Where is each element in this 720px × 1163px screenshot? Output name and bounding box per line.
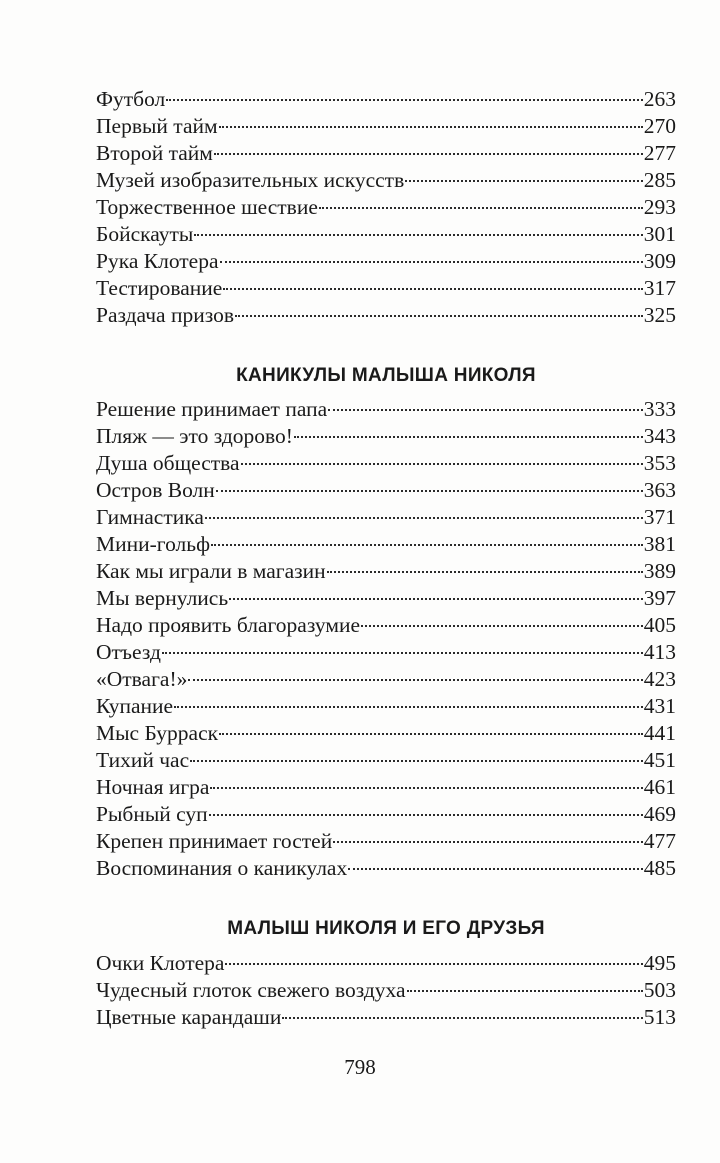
toc-leader-dots xyxy=(216,490,643,492)
toc-leader-dots xyxy=(405,180,643,182)
toc-entry xyxy=(96,423,676,450)
toc-leader-dots xyxy=(327,571,643,573)
toc-entry-page: 441 xyxy=(643,721,676,745)
toc-entry xyxy=(96,477,676,504)
toc-entry-page: 309 xyxy=(643,249,676,273)
toc-entry-page: 343 xyxy=(643,424,676,448)
toc-entry-page: 363 xyxy=(643,478,676,502)
toc-entry-title: Цветные карандаши xyxy=(96,1005,282,1029)
toc-entry xyxy=(96,531,676,558)
toc-entry xyxy=(96,639,676,666)
section-heading-druzya: МАЛЫШ НИКОЛЯ И ЕГО ДРУЗЬЯ xyxy=(227,918,545,939)
toc-entry-title: Купание xyxy=(96,694,174,718)
toc-entry xyxy=(96,666,676,693)
toc-entry-page: 293 xyxy=(643,195,676,219)
toc-leader-dots xyxy=(223,288,642,290)
toc-entry-title: «Отвага!» xyxy=(96,667,188,691)
toc-leader-dots xyxy=(194,234,642,236)
toc-entry-title: Рыбный суп xyxy=(96,802,208,826)
toc-entry xyxy=(96,113,676,140)
toc-entry xyxy=(96,720,676,747)
toc-entry-title: Тихий час xyxy=(96,748,190,772)
toc-entry-page: 285 xyxy=(643,168,676,192)
toc-entry-title: Надо проявить благоразумие xyxy=(96,613,361,637)
toc-entry-title: Душа общества xyxy=(96,451,240,475)
toc-leader-dots xyxy=(225,963,642,965)
toc-leader-dots xyxy=(294,436,643,438)
toc-entry-page: 263 xyxy=(643,87,676,111)
toc-leader-dots xyxy=(407,990,643,992)
toc-entry-title: Гимнастика xyxy=(96,505,204,529)
toc-entry-page: 277 xyxy=(643,141,676,165)
toc-leader-dots xyxy=(166,99,642,101)
section-heading-kanikuly: КАНИКУЛЫ МАЛЫША НИКОЛЯ xyxy=(236,365,536,386)
toc-leader-dots xyxy=(219,733,643,735)
toc-entry xyxy=(96,828,676,855)
toc-entry-page: 381 xyxy=(643,532,676,556)
toc-entry-page: 333 xyxy=(643,397,676,421)
toc-entry-title: Раздача призов xyxy=(96,303,234,327)
toc-entry-title: Тестирование xyxy=(96,276,223,300)
toc-entry-title: Музей изобразительных искусств xyxy=(96,168,405,192)
toc-group-3 xyxy=(96,950,676,1031)
toc-entry xyxy=(96,194,676,221)
toc-entry xyxy=(96,774,676,801)
toc-entry-page: 325 xyxy=(643,303,676,327)
toc-entry-title: Рука Клотера xyxy=(96,249,219,273)
toc-entry xyxy=(96,801,676,828)
toc-leader-dots xyxy=(162,652,643,654)
page-number: 798 xyxy=(344,1055,376,1079)
toc-entry xyxy=(96,977,676,1004)
toc-entry-page: 513 xyxy=(643,1005,676,1029)
toc-leader-dots xyxy=(219,126,643,128)
toc-leader-dots xyxy=(174,706,643,708)
toc-entry xyxy=(96,86,676,113)
toc-entry-page: 495 xyxy=(643,951,676,975)
toc-entry-page: 270 xyxy=(643,114,676,138)
toc-leader-dots xyxy=(220,261,643,263)
toc-leader-dots xyxy=(209,814,643,816)
toc-entry xyxy=(96,396,676,423)
toc-entry-page: 477 xyxy=(643,829,676,853)
toc-entry-title: Пляж — это здорово! xyxy=(96,424,293,448)
toc-entry xyxy=(96,302,676,329)
toc-entry xyxy=(96,167,676,194)
toc-leader-dots xyxy=(282,1017,642,1019)
toc-entry-title: Мыс Бурраск xyxy=(96,721,219,745)
toc-entry-title: Очки Клотера xyxy=(96,951,225,975)
toc-entry xyxy=(96,950,676,977)
toc-entry-page: 371 xyxy=(643,505,676,529)
toc-entry-title: Крепен принимает гостей xyxy=(96,829,333,853)
toc-leader-dots xyxy=(333,841,643,843)
toc-entry-page: 503 xyxy=(643,978,676,1002)
toc-entry xyxy=(96,693,676,720)
toc-entry-title: Торжественное шествие xyxy=(96,195,318,219)
toc-leader-dots xyxy=(210,787,642,789)
toc-entry xyxy=(96,248,676,275)
toc-entry-page: 461 xyxy=(643,775,676,799)
toc-leader-dots xyxy=(211,544,643,546)
toc-entry-page: 405 xyxy=(643,613,676,637)
toc-leader-dots xyxy=(348,868,643,870)
toc-leader-dots xyxy=(235,315,643,317)
toc-entry-page: 485 xyxy=(643,856,676,880)
toc-entry-title: Ночная игра xyxy=(96,775,210,799)
toc-entry-title: Второй тайм xyxy=(96,141,213,165)
toc-entry xyxy=(96,747,676,774)
toc-entry-title: Остров Волн xyxy=(96,478,215,502)
toc-entry-page: 469 xyxy=(643,802,676,826)
toc-entry-page: 413 xyxy=(643,640,676,664)
toc-entry xyxy=(96,504,676,531)
toc-entry-page: 317 xyxy=(643,276,676,300)
toc-entry-page: 431 xyxy=(643,694,676,718)
toc-entry xyxy=(96,585,676,612)
toc-entry-page: 353 xyxy=(643,451,676,475)
toc-entry xyxy=(96,140,676,167)
toc-leader-dots xyxy=(205,517,643,519)
toc-entry-title: Мини-гольф xyxy=(96,532,211,556)
toc-entry-title: Отъезд xyxy=(96,640,161,664)
toc-entry-page: 451 xyxy=(643,748,676,772)
toc-leader-dots xyxy=(229,598,643,600)
toc-leader-dots xyxy=(188,679,642,681)
toc-entry-page: 423 xyxy=(643,667,676,691)
toc-entry-title: Футбол xyxy=(96,87,166,111)
toc-entry-title: Решение принимает папа xyxy=(96,397,328,421)
toc-entry xyxy=(96,855,676,882)
toc-entry xyxy=(96,1004,676,1031)
toc-entry-page: 301 xyxy=(643,222,676,246)
toc-entry-title: Как мы играли в магазин xyxy=(96,559,326,583)
toc-group-1 xyxy=(96,86,676,329)
toc-leader-dots xyxy=(241,463,643,465)
toc-entry-title: Бойскауты xyxy=(96,222,194,246)
toc-entry xyxy=(96,612,676,639)
toc-entry xyxy=(96,275,676,302)
toc-entry-title: Первый тайм xyxy=(96,114,218,138)
toc-leader-dots xyxy=(214,153,643,155)
toc-entry xyxy=(96,558,676,585)
toc-entry-page: 397 xyxy=(643,586,676,610)
toc-leader-dots xyxy=(361,625,643,627)
toc-leader-dots xyxy=(328,409,643,411)
toc-entry xyxy=(96,221,676,248)
toc-entry-title: Чудесный глоток свежего воздуха xyxy=(96,978,406,1002)
toc-entry xyxy=(96,450,676,477)
toc-leader-dots xyxy=(319,207,643,209)
toc-leader-dots xyxy=(190,760,643,762)
toc-group-2 xyxy=(96,396,676,882)
toc-entry-page: 389 xyxy=(643,559,676,583)
toc-entry-title: Воспоминания о каникулах xyxy=(96,856,348,880)
toc-entry-title: Мы вернулись xyxy=(96,586,229,610)
